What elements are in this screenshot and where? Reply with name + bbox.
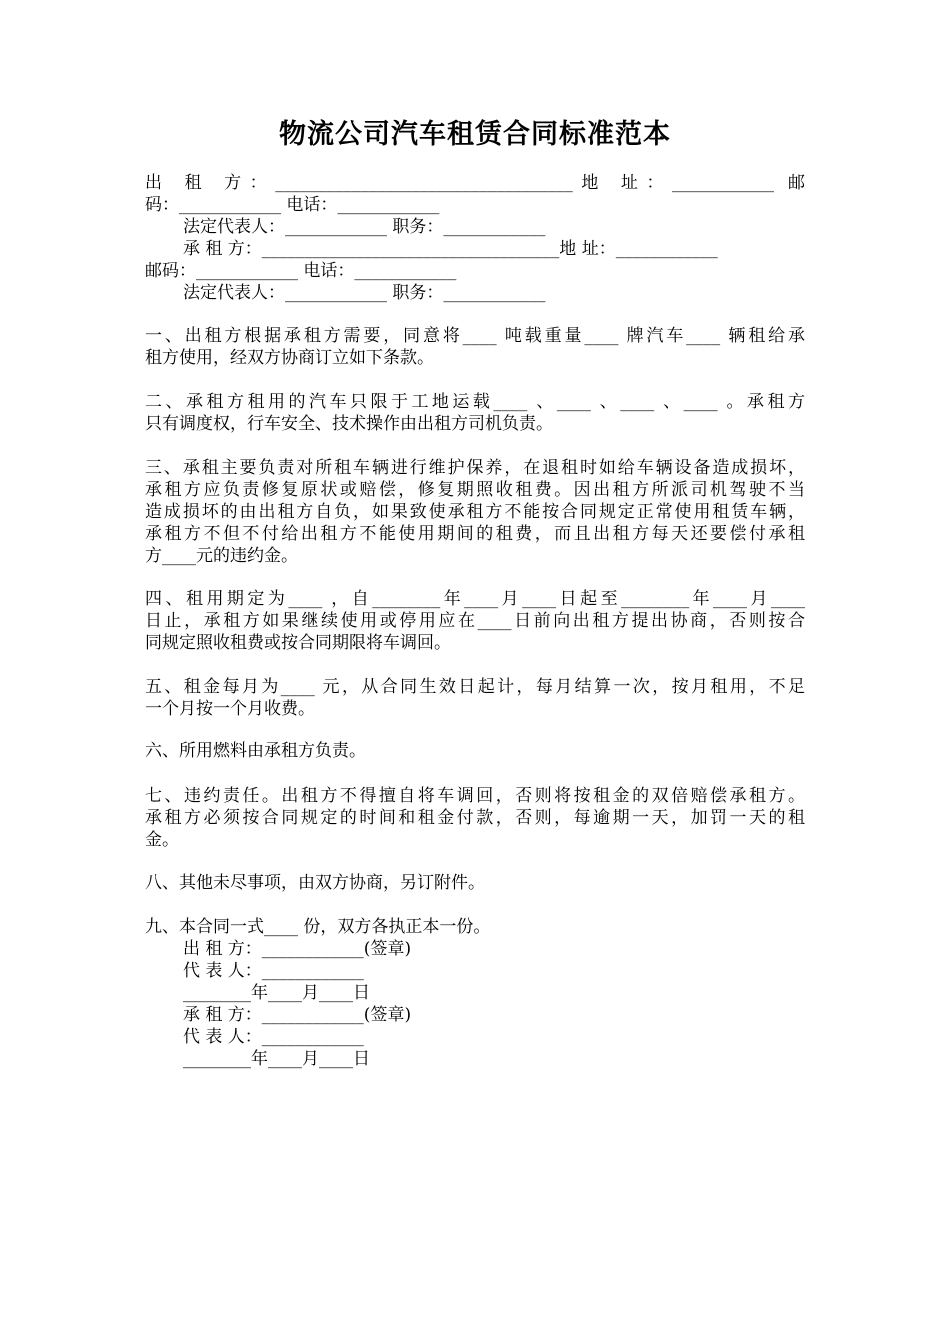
clause-9-signatures [145,916,805,1070]
clause-7 [145,785,805,851]
party-info [145,172,805,304]
clause-line: 方____元的违约金。 [145,546,298,566]
clause-line: 一、出租方根据承租方需要，同意将____ 吨载重量____ 牌汽车____ 辆租给承 [145,326,805,346]
clause-line: 八、其他未尽事项，由双方协商，另订附件。 [145,873,485,893]
lessee-line: 承 租 方：___________________________________地 址：____________ [183,239,718,259]
lessee-representative-signature: 代 表 人：____________ [183,1027,364,1047]
lessee-signature-line: 承 租 方：____________(签章) [183,1005,412,1025]
lessor-line: 出 租 方：___________________________________地 址：____________ 邮 [145,173,805,193]
clause-2 [145,391,805,435]
page-title: 物流公司汽车租赁合同标准范本 [279,119,671,150]
clause-line: 承租方应负责修复原状或赔偿，修复期照收租费。因出租方所派司机驾驶不当 [145,480,805,500]
clause-line: 六、所用燃料由承租方负责。 [145,741,366,761]
clause-line: 三、承租主要负责对所租车辆进行维护保养，在退租时如给车辆设备造成损坏， [145,458,805,478]
lessor-signature-line: 出 租 方：____________(签章) [183,939,412,959]
lessee-representative-line: 法定代表人：____________ 职务：____________ [183,283,546,303]
lessor-date-line: ________年____月____日 [183,983,370,1003]
clause-4 [145,588,805,654]
clause-line: 租方使用，经双方协商订立如下条款。 [145,348,434,368]
lessor-representative-signature: 代 表 人：____________ [183,961,364,981]
clause-1 [145,325,805,369]
clause-line: 五、租金每月为____ 元，从合同生效日起计，每月结算一次，按月租用，不足 [145,677,805,697]
lessor-postcode-line: 码：____________ 电话：____________ [145,195,440,215]
clause-3 [145,457,805,567]
clause-line: 一个月按一个月收费。 [145,699,315,719]
clause-line: 同规定照收租费或按合同期限将车调回。 [145,633,451,653]
clause-line: 七、违约责任。出租方不得擅自将车调回，否则将按租金的双倍赔偿承租方。 [145,786,805,806]
clause-6 [145,740,805,762]
clause-line: 只有调度权，行车安全、技术操作由出租方司机负责。 [145,414,553,434]
clause-line: 二、承租方租用的汽车只限于工地运载____ 、____ 、____ 、____ 。承租方 [145,392,805,412]
lessor-representative-line: 法定代表人：____________ 职务：____________ [183,217,546,237]
clause-line: 承租方必须按合同规定的时间和租金付款，否则，每逾期一天，加罚一天的租 [145,808,805,828]
clause-line: 金。 [145,830,179,850]
lessee-date-line: ________年____月____日 [183,1049,370,1069]
clause-line: 四、租用期定为____ ，自________年____月____日起至________年____月____ [145,589,805,609]
clause-line: 日止，承租方如果继续使用或停用应在____日前向出租方提出协商，否则按合 [145,611,805,631]
clause-5 [145,676,805,720]
lessee-postcode-line: 邮码：____________ 电话：____________ [145,261,457,281]
clause-line: 九、本合同一式____ 份，双方各执正本一份。 [145,917,491,937]
clause-line: 造成损坏的由出租方自负，如果致使承租方不能按合同规定正常使用租赁车辆， [145,502,805,522]
clause-8 [145,872,805,894]
clause-line: 承租方不但不付给出租方不能使用期间的租费，而且出租方每天还要偿付承租 [145,524,805,544]
